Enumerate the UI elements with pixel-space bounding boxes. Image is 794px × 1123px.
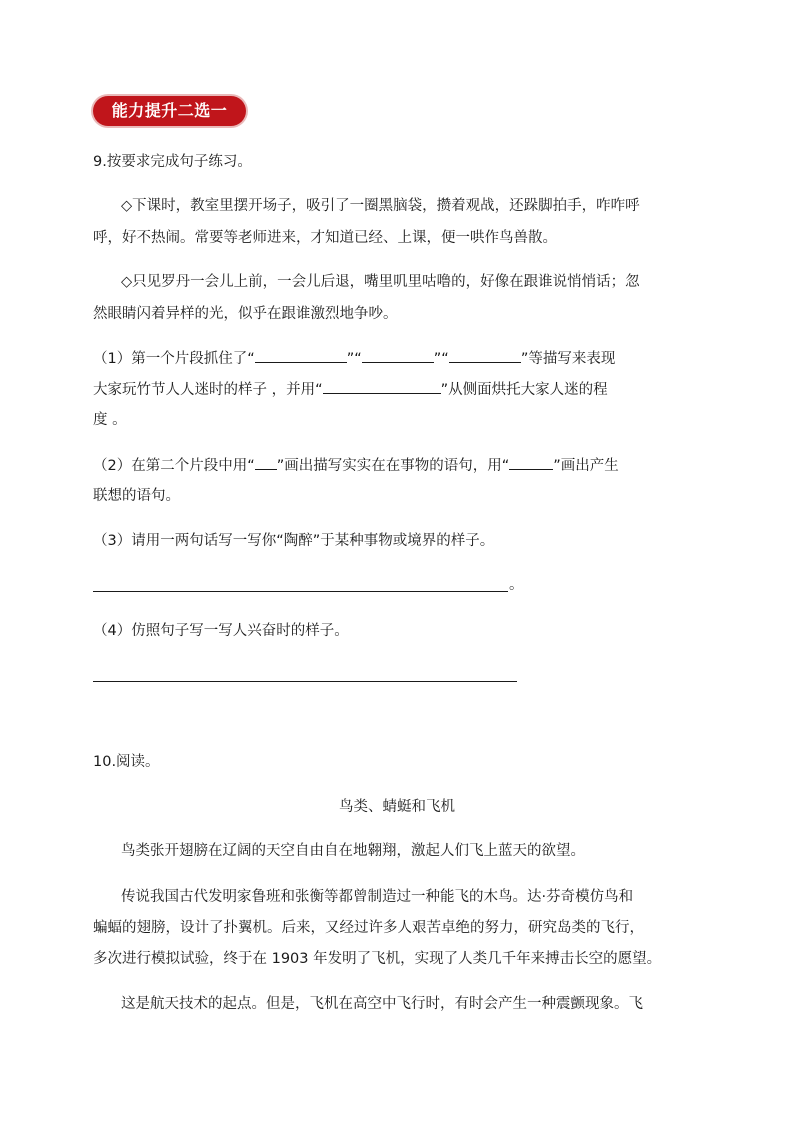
sub3-end-mark: 。 [509,577,524,593]
section-badge: 能力提升二选一 [93,96,246,126]
q9-prompt: 9.按要求完成句子练习。 [93,154,252,170]
q9-sub1-line2-b: ”从侧面烘托大家人迷的程 [440,382,608,398]
answer-line-sub4[interactable] [93,681,517,682]
q10-prompt: 10.阅读。 [93,754,160,770]
underline-sample-straight [255,455,277,470]
q9-passage1-line1: ◇下课时，教室里摆开场子，吸引了一圈黑脑袋，攒着观战，还跺脚拍手，咋咋呼 [121,198,640,214]
q9-sub1-text-d: ”等描写来表现 [520,351,616,367]
q9-sub2-line2: 联想的语句。 [93,488,180,504]
fill-blank-2[interactable] [362,348,434,363]
q9-sub3-text: （3）请用一两句话写一写你“陶醉”于某种事物或境界的样子。 [93,533,495,549]
q9-sub2-line1 [93,455,619,476]
q9-sub1-line1 [93,348,615,369]
q10-para1: 鸟类张开翅膀在辽阔的天空自由自在地翱翔，激起人们飞上蓝天的欲望。 [121,843,585,859]
q9-sub2-text-c: ”画出产生 [553,458,619,474]
q10-para3-line1: 这是航天技术的起点。但是，飞机在高空中飞行时，有时会产生一种震颤现象。飞 [121,996,643,1012]
q10-article-title: 鸟类、蜻蜓和飞机 [339,799,455,815]
q9-sub2-text-a: （2）在第二个片段中用“ [93,458,255,474]
fill-blank-4[interactable] [323,379,441,394]
q10-para2-line2: 蝙蝠的翅膀，设计了扑翼机。后来，又经过许多人艰苦卓绝的努力，研究岛类的飞行， [93,920,644,936]
q9-passage2-line1: ◇只见罗丹一会儿上前，一会儿后退，嘴里叽里咕噜的，好像在跟谁说悄悄话；忽 [121,274,640,290]
fill-blank-1[interactable] [255,348,347,363]
q10-para2-line1: 传说我国古代发明家鲁班和张衡等都曾制造过一种能飞的木鸟。达·芬奇模仿鸟和 [121,889,634,905]
q9-sub1-text-c: ”“ [433,351,449,367]
q9-sub1-line2-a: 大家玩竹节人人迷时的样子 ，并用“ [93,382,323,398]
answer-line-sub3[interactable] [93,591,508,592]
q9-sub1-text-a: （1）第一个片段抓住了“ [93,351,255,367]
q9-passage1-line2: 呼，好不热闹。常要等老师进来，才知道已经、上课，便一哄作鸟兽散。 [93,230,557,246]
q10-para2-line3: 多次进行模拟试验，终于在 1903 年发明了飞机，实现了人类几千年来搏击长空的愿望。 [93,951,662,967]
q9-sub2-text-b: ”画出描写实实在在事物的语句，用“ [276,458,510,474]
q9-passage2-line2: 然眼睛闪着异样的光，似乎在跟谁激烈地争吵。 [93,306,398,322]
underline-sample-wavy [509,455,553,470]
q9-sub1-text-b: ”“ [346,351,362,367]
q9-sub1-line3: 度 。 [93,412,127,428]
q9-sub4-text: （4）仿照句子写一写人兴奋时的样子。 [93,623,349,639]
fill-blank-3[interactable] [449,348,521,363]
q9-sub1-line2 [93,379,608,400]
